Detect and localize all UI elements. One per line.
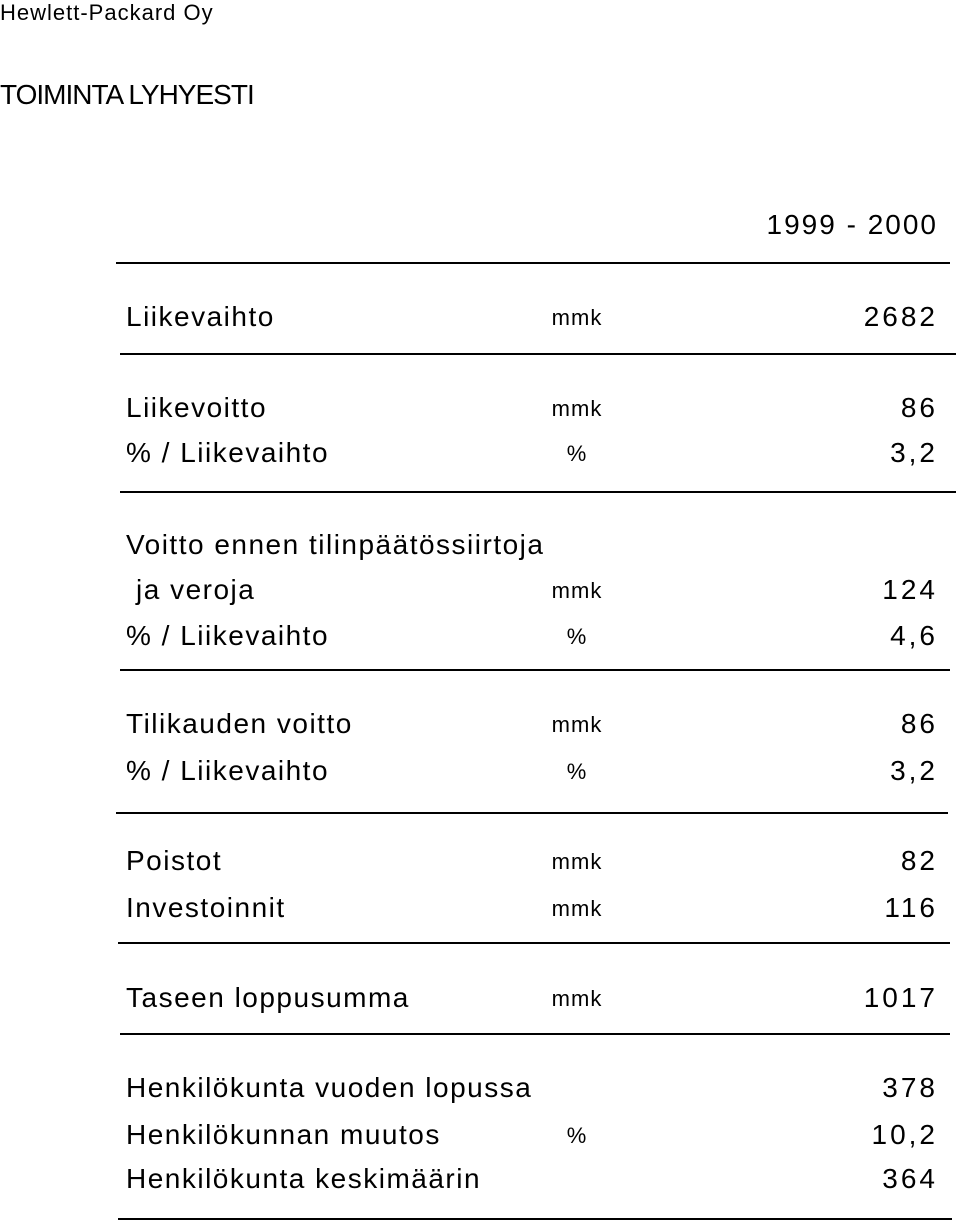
row-value: 116 xyxy=(884,892,938,923)
table-row xyxy=(126,980,938,1016)
row-label: % / Liikevaihto xyxy=(126,437,330,468)
row-unit: mmk xyxy=(551,712,603,737)
divider xyxy=(116,812,948,814)
row-label: Poistot xyxy=(126,845,223,876)
row-value: 86 xyxy=(900,708,938,739)
table-row xyxy=(126,1161,938,1197)
table-row xyxy=(126,572,938,608)
divider xyxy=(118,942,950,944)
row-value: 10,2 xyxy=(871,1119,938,1150)
row-label: Henkilökunta vuoden lopussa xyxy=(126,1072,533,1103)
row-label: Liikevaihto xyxy=(126,301,275,332)
row-value: 82 xyxy=(900,845,938,876)
row-label: ja veroja xyxy=(136,574,256,605)
row-label: Taseen loppusumma xyxy=(126,982,410,1013)
table-row xyxy=(126,1070,938,1106)
row-unit: % xyxy=(566,759,588,784)
divider xyxy=(120,669,950,671)
row-value: 86 xyxy=(900,392,938,423)
row-label: Tilikauden voitto xyxy=(126,708,353,739)
table-row xyxy=(126,435,938,471)
divider xyxy=(120,1033,950,1035)
row-value: 1017 xyxy=(863,982,938,1013)
table-row xyxy=(126,753,938,789)
divider xyxy=(120,353,956,355)
row-value: 378 xyxy=(882,1072,938,1103)
row-label: Henkilökunta keskimäärin xyxy=(126,1163,482,1194)
table-row xyxy=(126,299,938,335)
table-row xyxy=(126,618,938,654)
row-unit: mmk xyxy=(551,578,603,603)
period-heading: 1999 - 2000 xyxy=(766,209,938,240)
row-value: 124 xyxy=(882,574,938,605)
table-row xyxy=(126,390,938,426)
row-unit: mmk xyxy=(551,849,603,874)
row-unit: mmk xyxy=(551,396,603,421)
divider xyxy=(116,262,950,264)
row-value: 4,6 xyxy=(890,620,938,651)
row-label: Liikevoitto xyxy=(126,392,268,423)
row-value: 3,2 xyxy=(890,437,938,468)
document-title: TOIMINTA LYHYESTI xyxy=(0,79,254,110)
row-unit: % xyxy=(566,1123,588,1148)
table-row xyxy=(126,527,938,563)
row-value: 2682 xyxy=(863,301,938,332)
divider xyxy=(120,491,956,493)
row-label: Voitto ennen tilinpäätössiirtoja xyxy=(126,529,545,560)
row-unit: % xyxy=(566,624,588,649)
row-unit: mmk xyxy=(551,896,603,921)
table-row xyxy=(126,843,938,879)
table-row xyxy=(126,890,938,926)
table-row xyxy=(126,1117,938,1153)
company-name: Hewlett-Packard Oy xyxy=(0,0,214,25)
row-unit: mmk xyxy=(551,986,603,1011)
row-value: 3,2 xyxy=(890,755,938,786)
table-row xyxy=(126,706,938,742)
row-label: Investoinnit xyxy=(126,892,286,923)
row-label: Henkilökunnan muutos xyxy=(126,1119,441,1150)
row-unit: % xyxy=(566,441,588,466)
row-unit: mmk xyxy=(551,305,603,330)
row-value: 364 xyxy=(882,1163,938,1194)
divider xyxy=(118,1218,952,1220)
row-label: % / Liikevaihto xyxy=(126,620,330,651)
row-label: % / Liikevaihto xyxy=(126,755,330,786)
